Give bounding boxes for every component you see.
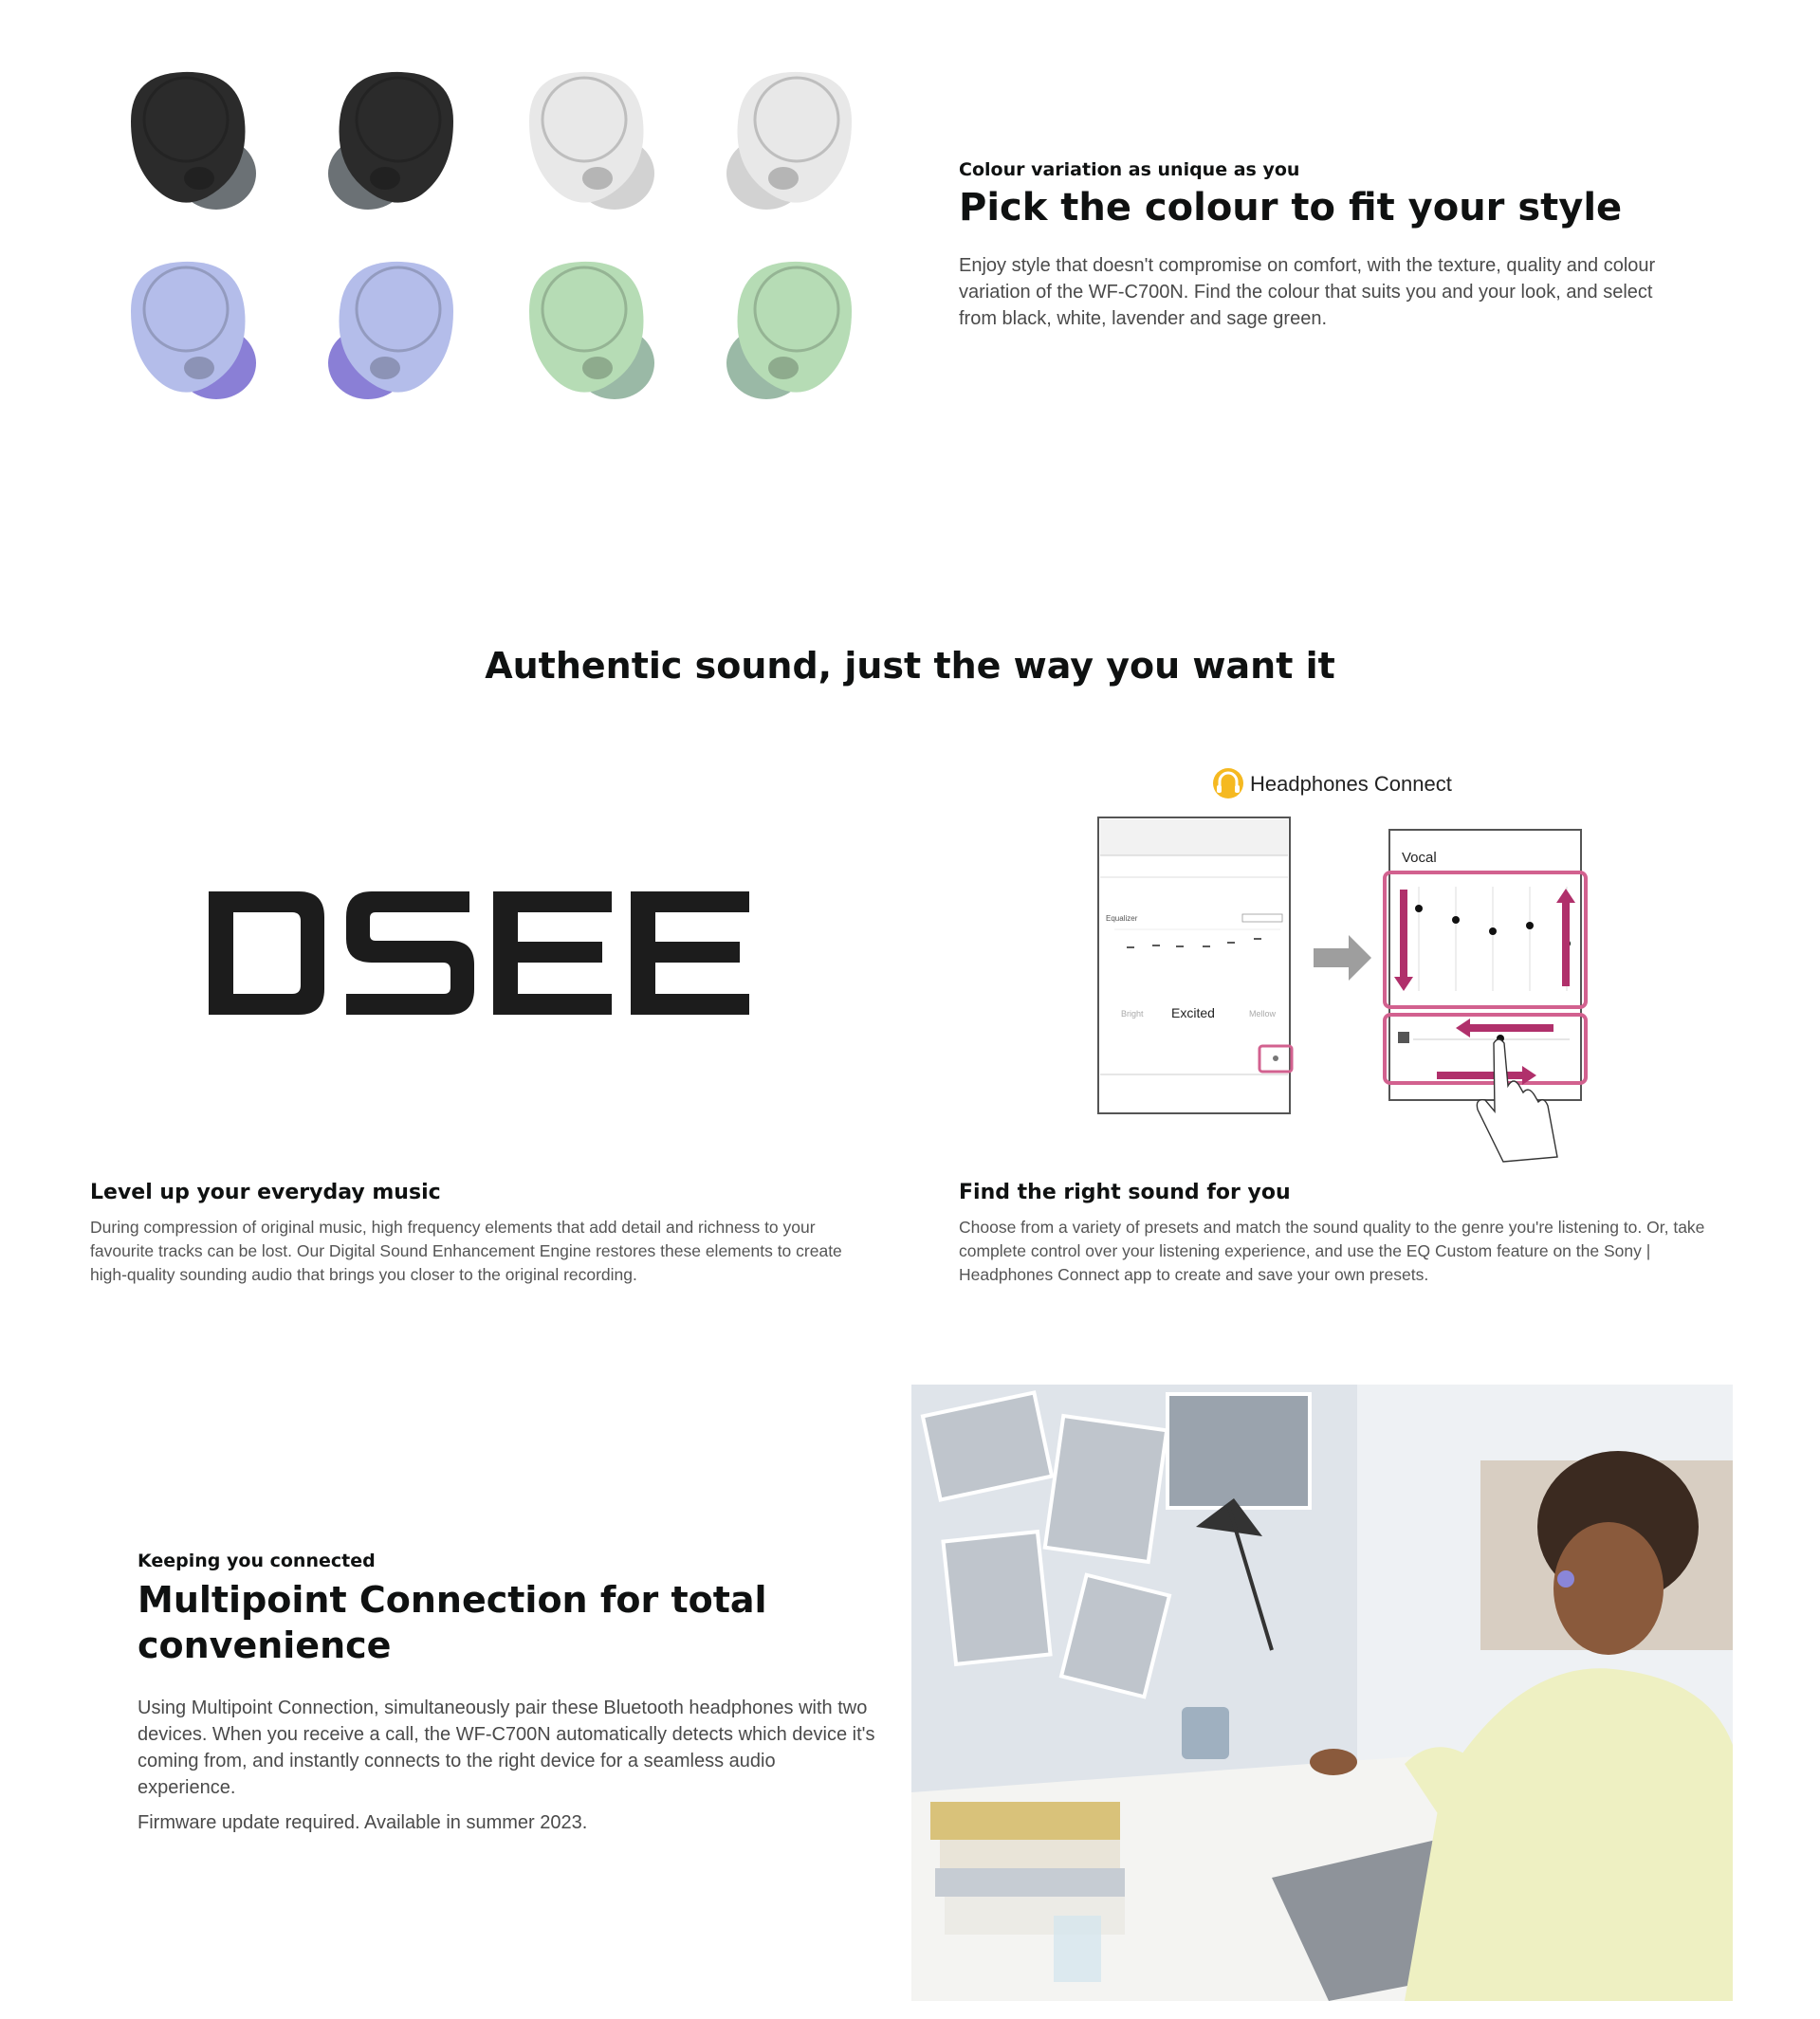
multipoint-eyebrow: Keeping you connected	[138, 1551, 376, 1571]
earbud-white-icon	[510, 64, 671, 226]
multipoint-body: Using Multipoint Connection, simultaneously pair these Bluetooth headphones with two devices. When you receive a call, the WF-C700N automatically detects which device it's coming from, and instantly connects to the right device for a seamless audio experience.	[138, 1698, 875, 1798]
headphones-connect-app-icon	[1213, 768, 1243, 798]
dsee-feature-text	[90, 1181, 868, 1287]
earbud-sage-green-icon	[709, 254, 871, 415]
dsee-feature-title: Level up your everyday music	[90, 1181, 441, 1204]
eq-feature-text	[959, 1181, 1746, 1287]
app-equalizer-label: Equalizer	[1106, 914, 1138, 923]
earbud-black-icon	[112, 64, 273, 226]
earbud-sage-green-icon	[510, 254, 671, 415]
colour-section	[0, 0, 1820, 493]
earbud-lavender-icon	[112, 254, 273, 415]
earbud-white-icon	[709, 64, 871, 226]
app-preset-current: Excited	[1171, 1005, 1215, 1020]
colour-eyebrow: Colour variation as unique as you	[959, 159, 1300, 180]
right-arrow-icon	[1314, 935, 1371, 981]
headphones-connect-diagram	[958, 759, 1755, 1166]
app-preset-right: Mellow	[1249, 1009, 1277, 1019]
sound-section-title: Authentic sound, just the way you want it	[485, 645, 1335, 687]
colour-body: Enjoy style that doesn't compromise on comfort, with the texture, quality and colour variation of the WF-C700N. Find the colour that suits you and your look, and select from black, white, lavender and sage green.	[959, 255, 1656, 329]
earbud-lavender-icon	[311, 254, 472, 415]
colour-text-block	[959, 159, 1689, 332]
multipoint-title: Multipoint Connection for total convenience	[138, 1579, 767, 1666]
dsee-logo	[209, 891, 749, 1015]
firmware-note: Firmware update required. Available in summer 2023.	[138, 1812, 588, 1833]
app-preset-left: Bright	[1121, 1009, 1144, 1019]
app-vocal-label: Vocal	[1402, 850, 1437, 866]
eq-feature-body: Choose from a variety of presets and match the sound quality to the genre you're listening to. Or, take complete control over your listening experience, and use the EQ Custom feature on the Sony | Headphones Connect app to create and save your own presets.	[959, 1218, 1705, 1284]
colour-title: Pick the colour to fit your style	[959, 186, 1623, 229]
woman-at-desk-photo	[911, 1385, 1733, 2001]
earbud-colour-grid	[112, 64, 895, 444]
earbud-black-icon	[311, 64, 472, 226]
app-screen-presets	[1098, 817, 1292, 1113]
dsee-image	[90, 759, 915, 1138]
dsee-feature-body: During compression of original music, high frequency elements that add detail and richness to your favourite tracks can be lost. Our Digital Sound Enhancement Engine restores these elements to create high-quality sounding audio that brings you closer to the original recording.	[90, 1218, 842, 1284]
eq-feature-title: Find the right sound for you	[959, 1181, 1291, 1204]
app-title: Headphones Connect	[1250, 772, 1452, 796]
multipoint-text-block	[138, 1551, 877, 1834]
app-screen-custom-eq	[1385, 830, 1586, 1162]
